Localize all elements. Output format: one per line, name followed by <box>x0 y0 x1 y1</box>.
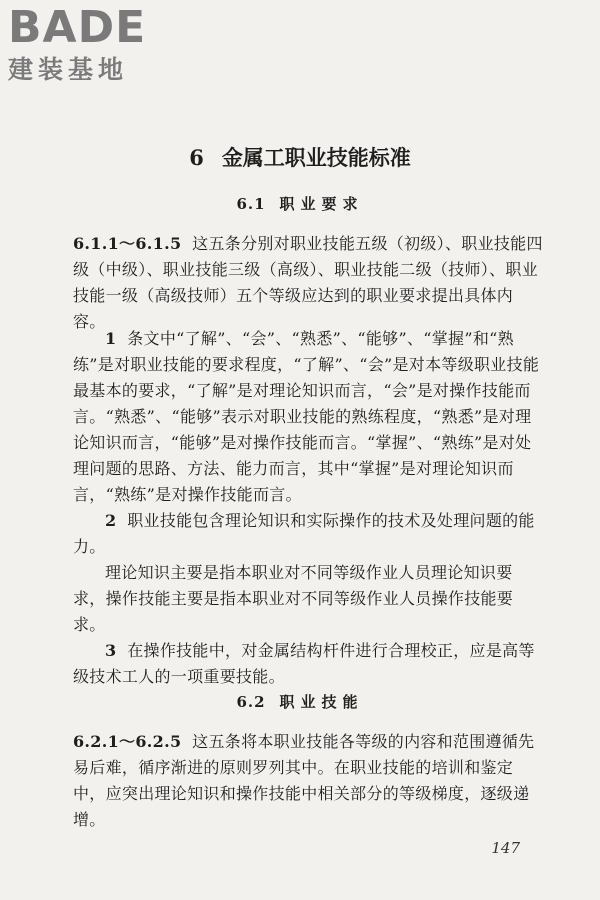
item-label: 3 <box>105 641 117 660</box>
clause-label: 6.2.1～6.2.5 <box>73 732 182 751</box>
page-number: 147 <box>491 839 520 857</box>
paragraph <box>73 326 543 508</box>
chapter-number: 6 <box>189 145 204 170</box>
chapter-title <box>0 143 600 173</box>
item-text: 在操作技能中，对金属结构杆件进行合理校正，应是高等级技术工人的一项重要技能。 <box>73 641 535 686</box>
item-label: 1 <box>105 329 117 348</box>
section-title <box>0 690 600 714</box>
paragraph <box>73 508 543 560</box>
paragraph <box>73 560 543 638</box>
clause-label: 6.1.1～6.1.5 <box>73 234 182 253</box>
chapter-title-text: 金属工职业技能标准 <box>221 145 411 170</box>
section-title-text: 职业要求 <box>279 195 364 213</box>
section-title <box>0 192 600 216</box>
logo-subtitle: 建装基地 <box>8 55 129 84</box>
section-number: 6.2 <box>236 693 266 711</box>
clause-text: 这五条分别对职业技能五级（初级）、职业技能四级（中级）、职业技能三级（高级）、职业技能二级（技师）、职业技能一级（高级技师）五个等级应达到的职业要求提出具体内容。 <box>73 234 543 331</box>
clause-text: 这五条将本职业技能各等级的内容和范围遵循先易后难，循序渐进的原则罗列其中。在职业技能的培训和鉴定中，应突出理论知识和操作技能中相关部分的等级梯度，逐级递增。 <box>73 732 535 829</box>
item-text: 条文中“了解”、“会”、“熟悉”、“能够”、“掌握”和“熟练”是对职业技能的要求程度，“了解”、“会”是对本等级职业技能最基本的要求，“了解”是对理论知识而言，“会”是对操作技能而言。“熟悉”、“能够”表示对职业技能的熟练程度，“熟悉”是对理论知识而言，“能够”是对操作技能而言。“掌握”、“熟练”是对处理问题的思路、方法、能力而言，其中“掌握”是对理论知识而言，“熟练”是对操作技能而言。 <box>73 329 540 504</box>
paragraph <box>73 729 543 833</box>
paragraph <box>73 638 543 690</box>
section-title-text: 职业技能 <box>279 693 364 711</box>
section-number: 6.1 <box>236 195 266 213</box>
logo-brand: BADE <box>8 2 147 53</box>
paragraph <box>73 231 543 335</box>
item-label: 2 <box>105 511 117 530</box>
item-text: 职业技能包含理论知识和实际操作的技术及处理问题的能力。 <box>73 511 535 556</box>
item-text: 理论知识主要是指本职业对不同等级作业人员理论知识要求，操作技能主要是指本职业对不同等级作业人员操作技能要求。 <box>73 563 514 634</box>
logo <box>8 4 178 84</box>
